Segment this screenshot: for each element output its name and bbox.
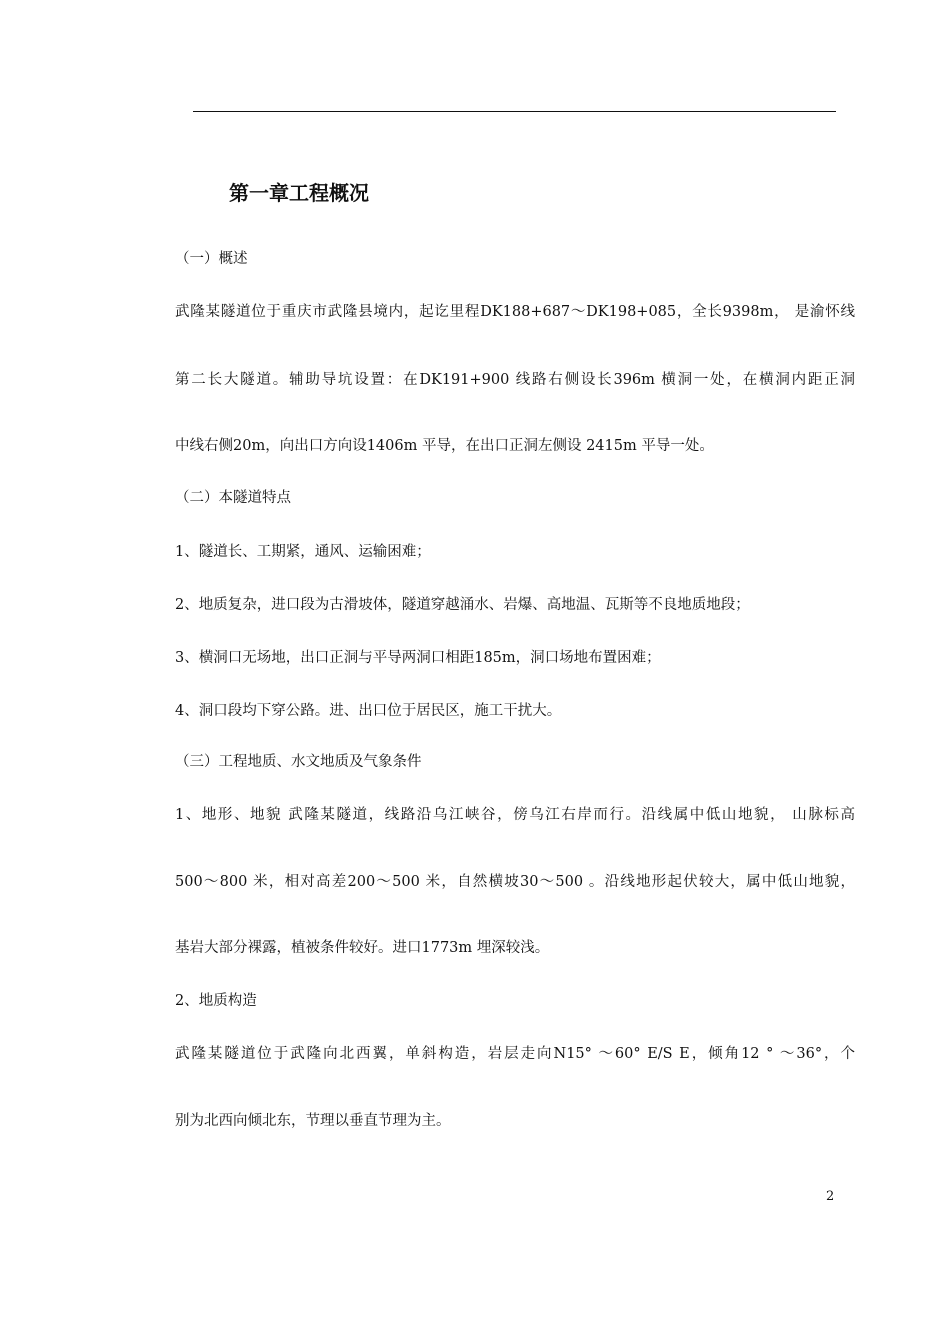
section-heading-features: （二）本隧道特点 — [175, 490, 291, 506]
list-item: 4、洞口段均下穿公路。进、出口位于居民区，施工干扰大。 — [175, 703, 562, 719]
page-number: 2 — [826, 1189, 835, 1204]
list-item: 3、横洞口无场地，出口正洞与平导两洞口相距185m，洞口场地布置困难； — [175, 650, 661, 666]
paragraph-line: 基岩大部分裸露，植被条件较好。进口1773m 埋深较浅。 — [175, 940, 550, 956]
section-heading-overview: （一）概述 — [175, 251, 248, 267]
paragraph-line: 别为北西向倾北东，节理以垂直节理为主。 — [175, 1113, 451, 1129]
list-item: 2、地质复杂，进口段为古滑坡体，隧道穿越涌水、岩爆、高地温、瓦斯等不良地质地段； — [175, 597, 750, 613]
header-rule — [193, 111, 836, 112]
paragraph-line: 第二长大隧道。辅助导坑设置：在DK191+900 线路右侧设长396m 横洞一处，在横洞内距正洞 — [175, 372, 855, 388]
paragraph-line: 武隆某隧道位于重庆市武隆县境内，起讫里程DK188+687～DK198+085，全长9398m， 是渝怀线 — [175, 304, 855, 320]
paragraph-line: 武隆某隧道位于武隆向北西翼，单斜构造，岩层走向N15° ～60° E/S E，倾角12 ° ～36°，个 — [175, 1046, 855, 1062]
chapter-title: 第一章工程概况 — [229, 181, 369, 205]
subsection-heading: 2、地质构造 — [175, 993, 257, 1009]
section-heading-geology: （三）工程地质、水文地质及气象条件 — [175, 754, 422, 770]
paragraph-line: 1、地形、地貌 武隆某隧道，线路沿乌江峡谷，傍乌江右岸而行。沿线属中低山地貌， 山脉标高 — [175, 807, 855, 823]
list-item: 1、隧道长、工期紧，通风、运输困难； — [175, 544, 431, 560]
paragraph-line: 500～800 米，相对高差200～500 米，自然横坡30～500 。沿线地形起伏较大，属中低山地貌， — [175, 874, 855, 890]
paragraph-line: 中线右侧20m，向出口方向设1406m 平导，在出口正洞左侧设 2415m 平导一处。 — [175, 438, 714, 454]
